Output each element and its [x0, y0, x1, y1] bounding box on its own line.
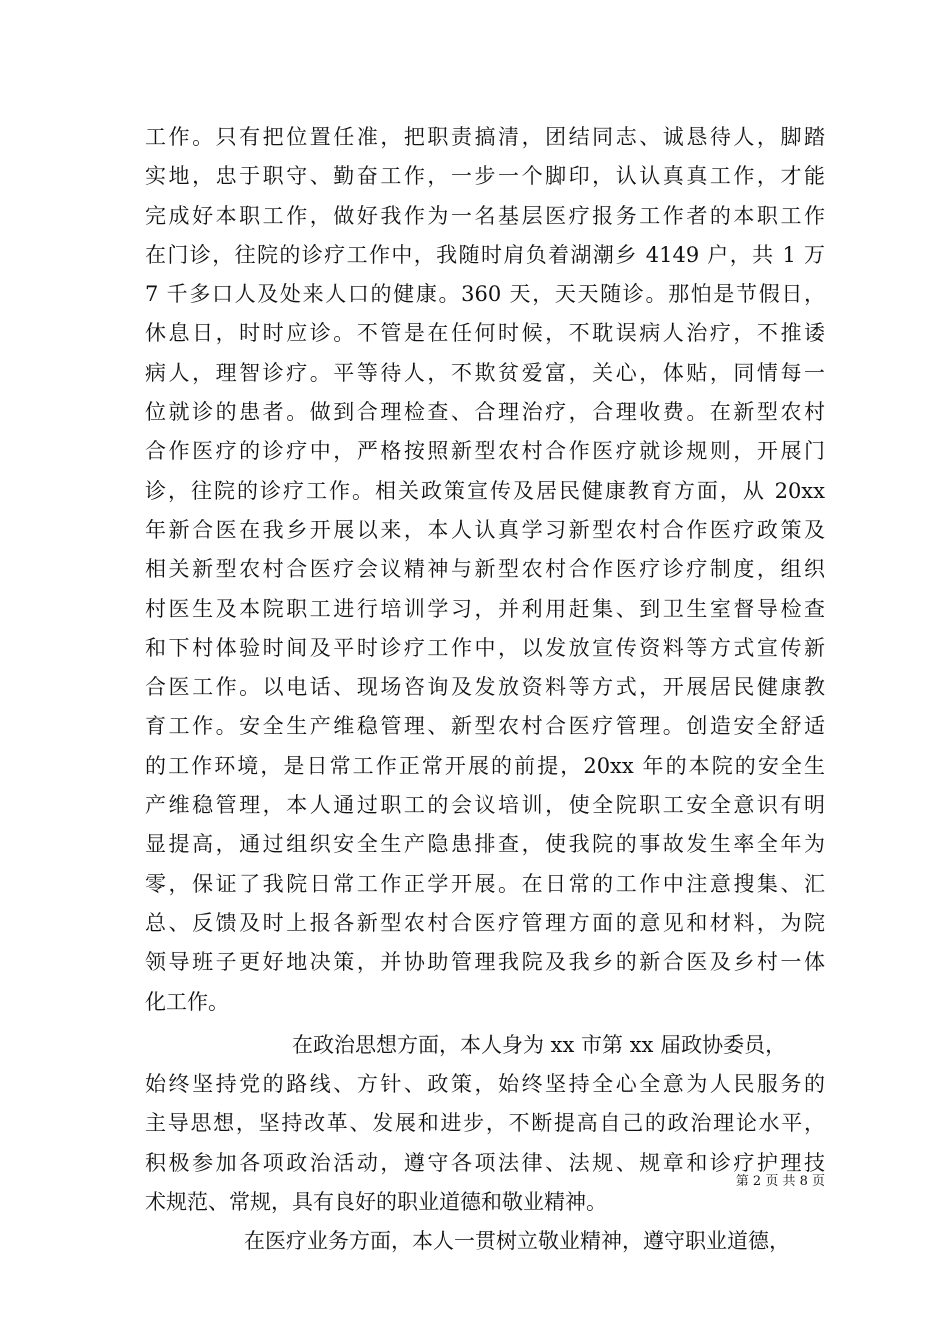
text-line: 村医生及本院职工进行培训学习，并利用赶集、到卫生室督导检查	[145, 596, 825, 621]
document-body	[145, 118, 825, 1262]
text-line: 完成好本职工作，做好我作为一名基层医疗报务工作者的本职工作	[145, 203, 825, 228]
paragraph-medical-work	[145, 1222, 825, 1261]
text-line: 实地，忠于职守、勤奋工作，一步一个脚印，认认真真工作，才能	[145, 164, 825, 189]
paragraph-work-duties	[145, 118, 825, 1022]
text-line: 主导思想，坚持改革、发展和进步，不断提高自己的政治理论水平，	[145, 1111, 825, 1136]
text-line: 始终坚持党的路线、方针、政策，始终坚持全心全意为人民服务的	[145, 1072, 825, 1097]
text-line: 位就诊的患者。做到合理检查、合理治疗，合理收费。在新型农村	[145, 400, 825, 425]
text-line: 术规范、常规，具有良好的职业道德和敬业精神。	[145, 1190, 607, 1215]
text-line: 和下村体验时间及平时诊疗工作中，以发放宣传资料等方式宣传新	[145, 635, 825, 660]
text-line: 病人，理智诊疗。平等待人，不欺贫爱富，关心，体贴，同情每一	[145, 360, 825, 385]
text-line: 零，保证了我院日常工作正学开展。在日常的工作中注意搜集、汇	[145, 871, 825, 896]
text-line: 相关新型农村合医疗会议精神与新型农村合作医疗诊疗制度，组织	[145, 557, 825, 582]
text-line: 在政治思想方面，本人身为 xx 市第 xx 届政协委员，	[292, 1032, 787, 1057]
text-line: 7 千多口人及处来人口的健康。360 天，天天随诊。那怕是节假日，	[145, 282, 825, 307]
text-line: 的工作环境，是日常工作正常开展的前提，20xx 年的本院的安全生	[145, 753, 825, 778]
text-line: 合医工作。以电话、现场咨询及发放资料等方式，开展居民健康教	[145, 675, 825, 700]
text-line: 休息日，时时应诊。不管是在任何时候，不耽误病人治疗，不推诿	[145, 321, 825, 346]
text-line: 育工作。安全生产维稳管理、新型农村合医疗管理。创造安全舒适	[145, 714, 825, 739]
text-line: 合作医疗的诊疗中，严格按照新型农村合作医疗就诊规则，开展门	[145, 439, 825, 464]
text-line: 在医疗业务方面，本人一贯树立敬业精神，遵守职业道德，	[244, 1229, 790, 1254]
text-line: 在门诊，往院的诊疗工作中，我随时肩负着湖潮乡 4149 户，共 1 万	[145, 242, 825, 267]
text-line: 总、反馈及时上报各新型农村合医疗管理方面的意见和材料，为院	[145, 910, 825, 935]
text-line: 积极参加各项政治活动，遵守各项法律、法规、规章和诊疗护理技	[145, 1150, 825, 1175]
text-line: 诊，往院的诊疗工作。相关政策宣传及居民健康教育方面，从 20xx	[145, 478, 825, 503]
text-line: 领导班子更好地决策，并协助管理我院及我乡的新合医及乡村一体	[145, 950, 825, 975]
text-line: 工作。只有把位置任准，把职责搞清，团结同志、诚恳待人，脚踏	[145, 125, 825, 149]
text-line: 化工作。	[145, 989, 229, 1014]
text-line: 显提高，通过组织安全生产隐患排查，使我院的事故发生率全年为	[145, 832, 825, 857]
page-number: 第 2 页 共 8 页	[735, 1174, 825, 1189]
paragraph-political-thought	[145, 1026, 825, 1222]
text-line: 产维稳管理，本人通过职工的会议培训，使全院职工安全意识有明	[145, 793, 825, 818]
text-line: 年新合医在我乡开展以来，本人认真学习新型农村合作医疗政策及	[145, 517, 825, 542]
